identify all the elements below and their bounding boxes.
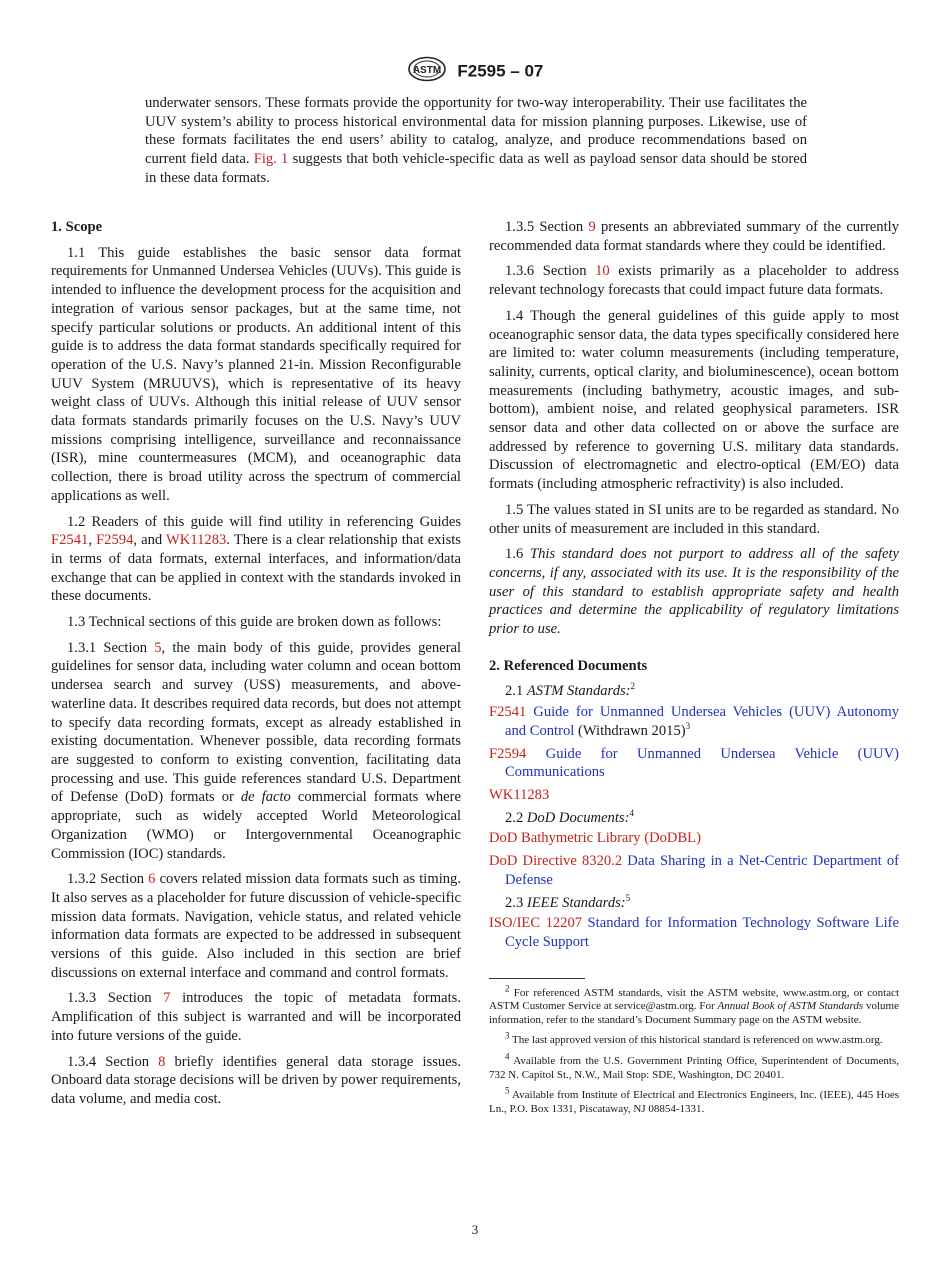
- ref-f2541: F2541 Guide for Unmanned Undersea Vehicles (UUV) Autonomy and Control (Withdrawn 2015)$^3$: [489, 704, 899, 739]
- ieee-standards-subheading: 2.3 IEEE Standards:$^5$: [505, 892, 631, 911]
- link-section-7[interactable]: 7: [163, 990, 171, 1007]
- ref-f2541-title[interactable]: Guide for Unmanned Undersea Vehicles (UUV) Autonomy and Control: [505, 704, 899, 739]
- ref-iso-12207-title[interactable]: Standard for Information Technology Software Life Cycle Support: [505, 915, 899, 950]
- page-number: 3: [471, 1222, 479, 1237]
- footnote-3: $^3$ The last approved version of this historical standard is referenced on www.astm.org.: [505, 1030, 883, 1047]
- astm-standards-subheading: 2.1 ASTM Standards:$^2$: [505, 681, 636, 700]
- page-header: [0, 56, 950, 87]
- link-section-9[interactable]: 9: [588, 219, 596, 235]
- ref-wk11283-code[interactable]: WK11283: [489, 786, 550, 803]
- para-1-6: 1.6 This standard does not purport to address all of the safety concerns, if any, associated with its use. It is the responsibility of the user of this standard to establish appropriate safety and health practices and determine the applicability of regulatory limitations prior to use.: [489, 546, 899, 638]
- para-1-4: 1.4 Though the general guidelines of this guide apply to most oceanographic sensor data, the data types specifically considered here are limited to: water column measurements (including temperature, salinity, currents, optical clarity, and bioluminescence), ocean bottom measurements (including bathymetry, acoustic images, and sub-bottom), ambient noise, and related geophysical parameters. ISR sensor data and other data collected on or above the surface are addressed by reference to governing U.S. military data standards. Discussion of electromagnetic and electro-optical (EM/EO) data formats (including atmospheric refractivity) is also included.: [489, 307, 899, 493]
- para-1-3-2: 1.3.2 Section 6 covers related mission data formats such as timing. It also serves as a placeholder for future discussion of vehicle-specific mission data formats. Navigation, vehicle status, and related vehicle information data formats are expected to be addressed in subsequent versions of this guide. Also included in this section are brief discussions on external interface and command and control formats.: [51, 871, 462, 981]
- ref-dod-8320-code[interactable]: DoD Directive 8320.2: [489, 853, 623, 870]
- right-column: [489, 218, 899, 1123]
- link-section-5[interactable]: 5: [154, 639, 162, 656]
- link-section-6[interactable]: 6: [148, 871, 156, 888]
- para-1-3: 1.3 Technical sections of this guide are broken down as follows:: [67, 614, 442, 631]
- ref-dod-8320: [489, 852, 899, 889]
- ref-f2594-title[interactable]: Guide for Unmanned Undersea Vehicle (UUV) Communications: [505, 745, 899, 781]
- para-1-1: 1.1 This guide establishes the basic sensor data format requirements for Unmanned Undersea Vehicles (UUVs). This guide is intended to influence the development process for the acquisition and integration of various sensor packages, but at the same time, not specify particular solutions or products. An additional intent of this guide is to address the data format standards specifically required for operation of the U.S. Navy’s planned 21-in. Mission Reconfigurable UUV System (MRUUVS), which is representative of its heavy weight class of UUVs. Although this initial release of UUV sensor data formats standards primarily focuses on the U.S. Navy’s UUV missions comprising intelligence, surveillance and reconnaissance (ISR), mine countermeasures (MCM), and oceanographic data collection, there is broad utility across the spectrum of commercial applications as well.: [51, 244, 461, 504]
- dod-documents-subheading: 2.2 DoD Documents:$^4$: [505, 807, 634, 826]
- footnote-4: $^4$ Available from the U.S. Government Printing Office, Superintendent of Documents, 732 N. Capitol St., N.W., Mail Stop: SDE, Washington, DC 20401.: [489, 1051, 899, 1081]
- para-1-3-3: 1.3.3 Section 7 introduces the topic of metadata formats. Amplification of this subject is warranted and will be incorporated into future versions of the guide.: [51, 990, 461, 1044]
- link-wk11283[interactable]: WK11283: [166, 532, 227, 549]
- link-section-8[interactable]: 8: [158, 1053, 166, 1070]
- intro-paragraph: underwater sensors. These formats provide the opportunity for two-way interoperability. Their use facilitates the UUV system’s ability to process historical environmental data for mission planning purposes. Likewise, use of these formats facilitates the end users’ ability to catalog, analyze, and produce recommendations based on current field data. Fig. 1 suggests that both vehicle-specific data as well as payload sensor data should be stored in these data formats.: [145, 95, 808, 186]
- designation: F2595 – 07: [457, 61, 544, 81]
- link-section-10[interactable]: 10: [595, 263, 610, 280]
- ref-dodbl-code[interactable]: DoD Bathymetric Library (DoDBL): [489, 830, 701, 847]
- footnote-divider: [489, 978, 585, 979]
- ref-f2594: [489, 745, 899, 782]
- para-1-3-5: 1.3.5 Section 9 presents an abbreviated summary of the currently recommended data format standards where they could be identified.: [489, 219, 899, 254]
- ref-dodbl: [489, 829, 899, 848]
- link-f2594[interactable]: F2594: [96, 532, 134, 549]
- para-1-2: 1.2 Readers of this guide will find utility in referencing Guides F2541, F2594, and WK11283. There is a clear relationship that exists in terms of data formats, external interfaces, and information/data exchange that can be applied in context with the standards invoked in these documents.: [51, 513, 461, 605]
- link-f2541[interactable]: F2541: [51, 532, 89, 549]
- left-column: [51, 218, 461, 1116]
- referenced-documents-heading: 2. Referenced Documents: [489, 657, 648, 674]
- astm-logo-icon: [407, 56, 447, 87]
- footnote-5: $^5$ Available from Institute of Electrical and Electronics Engineers, Inc. (IEEE), 445 Hoes Ln., P.O. Box 1331, Piscataway, NJ 08854-1331.: [489, 1085, 899, 1115]
- para-1-3-6: 1.3.6 Section 10 exists primarily as a placeholder to address relevant technology forecasts that could impact future data formats.: [489, 263, 899, 299]
- ref-wk11283: [489, 786, 899, 805]
- svg-text:ASTM: ASTM: [412, 65, 441, 76]
- ref-iso-12207-code[interactable]: ISO/IEC 12207: [489, 915, 583, 932]
- para-1-3-4: 1.3.4 Section 8 briefly identifies general data storage issues. Onboard data storage decisions will be driven by power requirements, data volume, and media cost.: [51, 1053, 461, 1107]
- para-1-3-1: 1.3.1 Section 5, the main body of this guide, provides general guidelines for sensor data, including water column and ocean bottom undersea search and survey (USS) measurements, and above-waterline data. It describes required data records, but does not attempt to specify data recording formats, except as already established in existing documentation. Whenever possible, data recording formats are suggested to conform to existing convention, facilitating data processing and use. This guide references standard U.S. Department of Defense (DoD) formats or de facto commercial formats where appropriate, such as widely accepted World Meteorological Organization (WMO) or Intergovernmental Oceanographic Commission (IOC) standards.: [51, 639, 462, 862]
- ref-f2594-code[interactable]: F2594: [489, 745, 527, 762]
- scope-heading: 1. Scope: [51, 219, 103, 235]
- ref-f2541-code[interactable]: F2541: [489, 704, 527, 721]
- ref-dod-8320-title[interactable]: Data Sharing in a Net-Centric Department of Defense: [505, 853, 899, 888]
- para-1-5: 1.5 The values stated in SI units are to be regarded as standard. No other units of measurement are included in this standard.: [489, 501, 899, 537]
- ref-iso-12207: [489, 914, 899, 951]
- footnote-2: $^2$ For referenced ASTM standards, visit the ASTM website, www.astm.org, or contact ASTM Customer Service at service@astm.org. For Annual Book of ASTM Standards volume information, refer to the standard’s Document Summary page on the ASTM website.: [489, 982, 899, 1026]
- fig-1-link[interactable]: Fig. 1: [253, 151, 289, 168]
